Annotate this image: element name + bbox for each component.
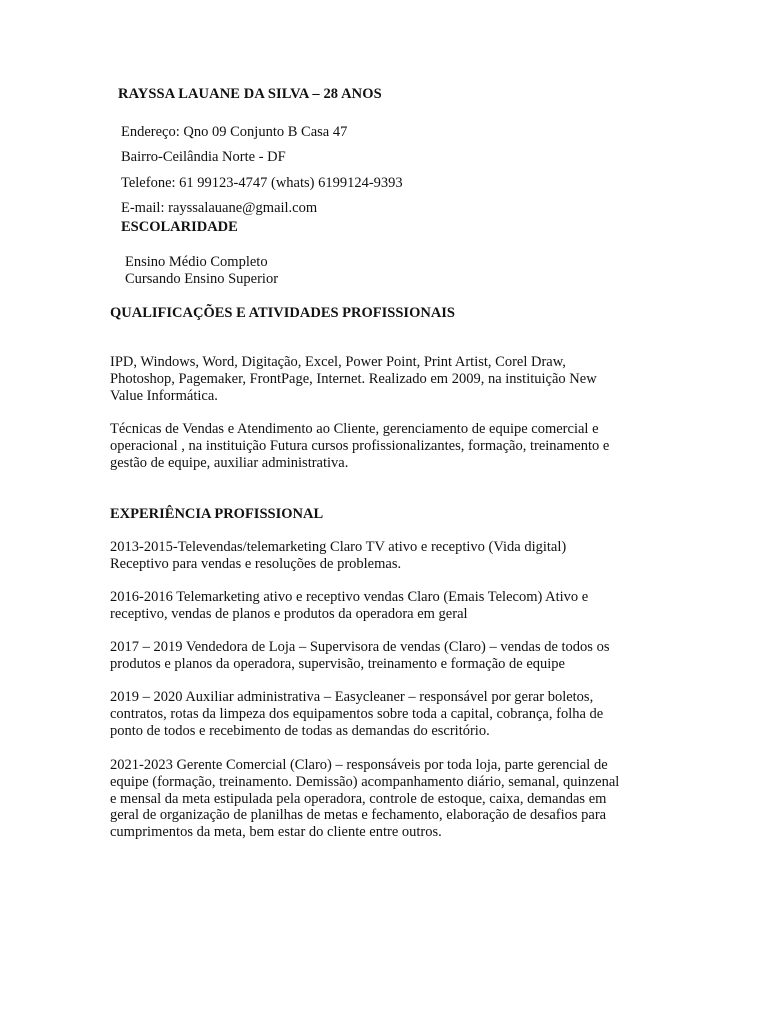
- experience-line: 2016-2016 Telemarketing ativo e receptivo vendas Claro (Emais Telecom) Ativo e: [110, 589, 589, 605]
- paragraph-line: operacional , na instituição Futura cursos profissionalizantes, formação, treinamento e: [110, 437, 610, 454]
- experience-line: receptivo, vendas de planos e produtos da operadora em geral: [110, 605, 468, 622]
- address-line: Endereço: Qno 09 Conjunto B Casa 47: [121, 124, 348, 140]
- experience-entry: [110, 539, 670, 573]
- education-item: Ensino Médio Completo: [125, 254, 268, 270]
- experience-line: geral de organização de planilhas de metas e fechamento, elaboração de desafios para: [110, 807, 607, 824]
- paragraph-line: Técnicas de Vendas e Atendimento ao Cliente, gerenciamento de equipe comercial e: [110, 421, 599, 437]
- experience-line: Receptivo para vendas e resoluções de problemas.: [110, 555, 402, 572]
- neighborhood-line: Bairro-Ceilândia Norte - DF: [121, 149, 286, 166]
- paragraph-line: Value Informática.: [110, 387, 218, 404]
- paragraph-line: IPD, Windows, Word, Digitação, Excel, Power Point, Print Artist, Corel Draw,: [110, 354, 566, 370]
- experience-line: equipe (formação, treinamento. Demissão) acompanhamento diário, semanal, quinzenal: [110, 773, 620, 790]
- education-heading: ESCOLARIDADE: [121, 219, 238, 235]
- experience-line: cumprimentos da meta, bem estar do cliente entre outros.: [110, 824, 442, 841]
- experience-entry: [110, 757, 670, 841]
- experience-entry: [110, 689, 670, 739]
- experience-line: ponto de todos e recebimento de todas as demandas do escritório.: [110, 722, 490, 739]
- paragraph-line: gestão de equipe, auxiliar administrativa.: [110, 454, 349, 471]
- paragraph-line: Photoshop, Pagemaker, FrontPage, Internet. Realizado em 2009, na instituição New: [110, 370, 597, 387]
- education-list: [125, 254, 278, 288]
- experience-line: 2021-2023 Gerente Comercial (Claro) – responsáveis por toda loja, parte gerencial de: [110, 757, 608, 773]
- experience-line: 2013-2015-Televendas/telemarketing Claro TV ativo e receptivo (Vida digital): [110, 539, 567, 555]
- experience-line: e mensal da meta estipulada pela operadora, controle de estoque, caixa, demandas em: [110, 790, 607, 807]
- experience-heading: EXPERIÊNCIA PROFISSIONAL: [110, 506, 324, 522]
- experience-line: 2017 – 2019 Vendedora de Loja – Supervisora de vendas (Claro) – vendas de todos os: [110, 639, 610, 655]
- phone-line: Telefone: 61 99123-4747 (whats) 6199124-9393: [121, 174, 403, 191]
- contact-block: [121, 120, 403, 221]
- experience-line: contratos, rotas da limpeza dos equipamentos sobre toda a capital, cobrança, folha de: [110, 705, 604, 722]
- candidate-name: RAYSSA LAUANE DA SILVA – 28 ANOS: [118, 86, 382, 102]
- experience-entry: [110, 639, 670, 673]
- email-line: E-mail: rayssalauane@gmail.com: [121, 199, 318, 216]
- qualification-paragraph-sales: [110, 421, 670, 471]
- education-item: Cursando Ensino Superior: [125, 271, 279, 287]
- experience-line: 2019 – 2020 Auxiliar administrativa – Easycleaner – responsável por gerar boletos,: [110, 689, 594, 705]
- qualifications-heading: QUALIFICAÇÕES E ATIVIDADES PROFISSIONAIS: [110, 305, 455, 321]
- qualification-paragraph-software: [110, 354, 670, 404]
- experience-line: produtos e planos da operadora, supervisão, treinamento e formação de equipe: [110, 655, 565, 672]
- experience-entry: [110, 589, 670, 623]
